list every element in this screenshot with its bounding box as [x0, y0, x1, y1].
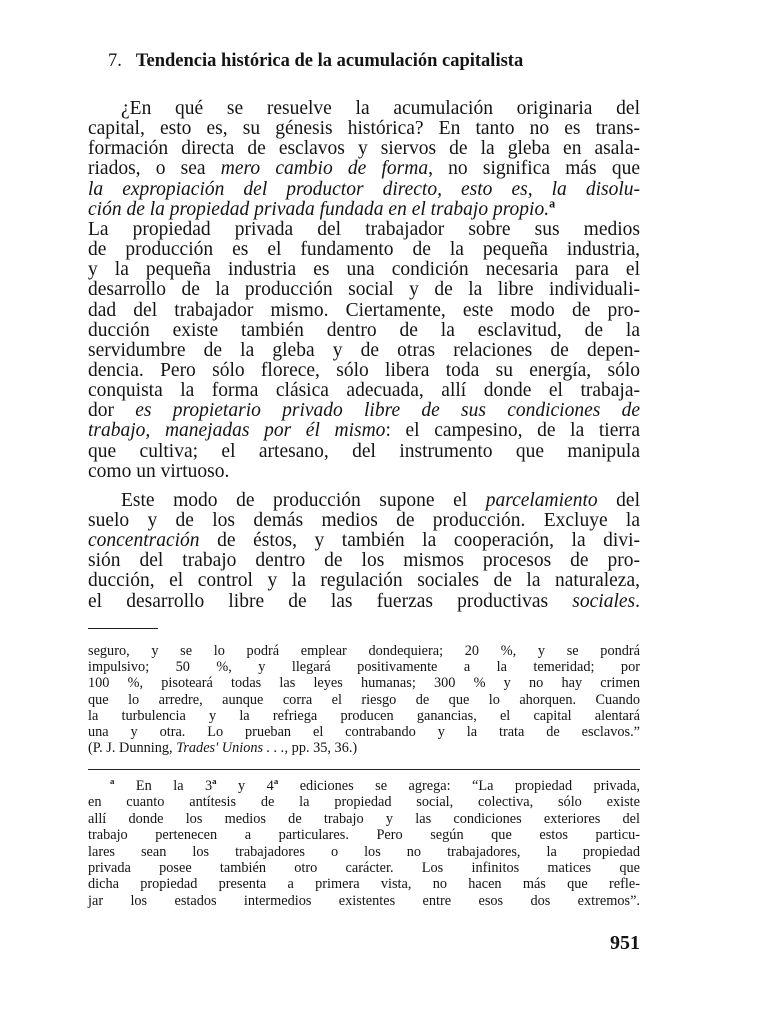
text-segment: seguro, y se lo podrá emplear dondequiera; 20 %, y se pondrá	[88, 643, 640, 659]
fn-line-2	[88, 675, 640, 691]
italic-text: parcelamiento	[485, 489, 598, 511]
text-segment: La propiedad privada del trabajador sobre sus medios	[88, 218, 640, 240]
text-segment: y 4	[216, 778, 274, 794]
fn-line-1	[88, 659, 640, 675]
body-line-14	[88, 381, 640, 401]
fn-line-6	[88, 876, 640, 892]
text-segment: una y otra. Lo prueban el contrabando y la trata de esclavos.”	[88, 724, 640, 740]
body-line-23	[88, 571, 640, 591]
body-line-2	[88, 139, 640, 159]
footnote-marker: a	[273, 776, 279, 787]
fn-line-3	[88, 827, 640, 843]
text-segment: ducción, el control y la regulación sociales de la naturaleza,	[88, 570, 640, 592]
body-line-8	[88, 260, 640, 280]
footnote-divider	[88, 769, 640, 770]
text-segment: (P. J. Dunning,	[88, 740, 177, 757]
fn-line-2	[88, 811, 640, 827]
text-segment: dicha propiedad presenta a primera vista, no hacen más que refle-	[88, 876, 640, 893]
page-number: 951	[610, 932, 640, 954]
fn-line-5	[88, 724, 640, 740]
text-segment: desarrollo de la producción social y de la libre individuali-	[88, 279, 640, 301]
fn-line-5	[88, 860, 640, 876]
text-segment: el desarrollo libre de las fuerzas productivas	[88, 590, 573, 612]
text-segment: dor	[88, 400, 136, 422]
footnote-marker: a	[549, 196, 556, 211]
section-number: 7.	[108, 51, 122, 71]
body-line-9	[88, 280, 640, 300]
fn-line-0	[88, 643, 640, 659]
text-segment: 100 %, pisoteará todas las leyes humanas; 300 % y no hay crimen	[88, 675, 640, 692]
footnote-separator	[88, 628, 158, 629]
text-segment: del	[597, 489, 640, 511]
text-segment: de producción es el fundamento de la pequeña industria,	[88, 239, 640, 261]
text-segment: En la 3	[114, 778, 213, 794]
text-segment: de éstos, y también la cooperación, la divi-	[199, 530, 640, 552]
italic-text: la expropiación del productor directo, esto es, la disolu-	[88, 178, 640, 200]
body-line-21	[88, 531, 640, 551]
fn-line-6	[88, 740, 640, 756]
section-title: Tendencia histórica de la acumulación capitalista	[135, 51, 524, 71]
body-line-7	[88, 240, 640, 260]
text-segment: sión del trabajo dentro de los mismos procesos de pro-	[88, 550, 640, 572]
body-line-16	[88, 421, 640, 441]
fn-line-7	[88, 893, 640, 909]
body-line-1	[88, 119, 640, 139]
body-line-11	[88, 321, 640, 341]
text-segment: formación directa de esclavos y siervos de la gleba en asala-	[88, 138, 640, 160]
text-segment: impulsivo; 50 %, y llegará positivamente a la temeridad; por	[88, 659, 640, 676]
fn-line-3	[88, 692, 640, 708]
text-segment: riados, o sea	[88, 158, 221, 180]
text-segment: la turbulencia y la refriega producen ganancias, el capital alentará	[88, 707, 640, 724]
text-segment: , no significa más que	[428, 158, 640, 180]
italic-text: concentración	[88, 530, 200, 552]
body-line-22	[88, 551, 640, 571]
text-segment: capital, esto es, su génesis histórica? En tanto no es trans-	[88, 118, 640, 140]
text-segment: trabajo pertenecen a particulares. Pero según que estos particu-	[88, 827, 640, 844]
body-line-0	[121, 99, 640, 119]
text-segment: ediciones se agrega: “La propiedad privada,	[278, 778, 640, 794]
text-segment: allí donde los medios de trabajo y las condiciones exteriores del	[88, 810, 640, 827]
footnote-marker: a	[110, 776, 115, 787]
body-line-13	[88, 361, 640, 381]
italic-text: Trades' Unions . . .	[176, 740, 285, 757]
italic-text: mero cambio de forma	[220, 158, 429, 180]
text-segment: conquista la forma clásica adecuada, allí donde el trabaja-	[88, 380, 640, 402]
body-line-20	[88, 511, 640, 531]
text-segment: en cuanto antítesis de la propiedad social, colectiva, sólo existe	[88, 794, 640, 811]
text-segment: que lo arredre, aunque corra el riesgo de que lo ahorquen. Cuando	[88, 691, 640, 708]
fn-line-1	[88, 794, 640, 810]
text-segment: : el campesino, de la tierra	[385, 420, 640, 442]
text-segment: dencia. Pero sólo florece, sólo libera toda su energía, sólo	[88, 359, 640, 381]
text-segment: jar los estados intermedios existentes entre esos dos extremos”.	[88, 892, 640, 909]
fn-line-4	[88, 844, 640, 860]
body-line-5	[88, 196, 640, 220]
text-segment: como un virtuoso.	[88, 460, 230, 482]
body-line-10	[88, 301, 640, 321]
text-segment: servidumbre de la gleba y de otras relaciones de depen-	[88, 339, 640, 361]
text-segment: privada posee también otro carácter. Los infinitos matices que	[88, 860, 640, 876]
italic-text: trabajo, manejadas por él mismo	[88, 420, 386, 442]
text-segment: ¿En qué se resuelve la acumulación originaria del	[121, 98, 640, 119]
section-heading	[108, 49, 648, 73]
body-line-18	[88, 462, 640, 482]
body-line-19	[121, 491, 640, 511]
text-segment: .	[635, 590, 640, 612]
body-line-12	[88, 341, 640, 361]
body-line-24	[88, 592, 640, 612]
footnote-marker: a	[212, 776, 217, 787]
body-line-4	[88, 180, 640, 200]
text-segment: y la pequeña industria es una condición necesaria para el	[88, 259, 640, 281]
body-line-17	[88, 442, 640, 462]
text-segment: , pp. 35, 36.)	[284, 740, 358, 757]
italic-text: ción de la propiedad privada fundada en el trabajo propio.	[88, 198, 550, 220]
text-segment: suelo y de los demás medios de producción. Excluye la	[88, 510, 640, 531]
text-segment: lares sean los trabajadores o los no trabajadores, la propiedad	[88, 843, 640, 860]
italic-text: es propietario privado libre de sus condiciones de	[135, 400, 640, 422]
text-segment: que cultiva; el artesano, del instrumento que manipula	[88, 440, 640, 462]
body-line-6	[88, 220, 640, 240]
text-segment: Este modo de producción supone el	[121, 489, 486, 511]
body-line-15	[88, 401, 640, 421]
text-segment: dad del trabajador mismo. Ciertamente, este modo de pro-	[88, 299, 640, 321]
italic-text: sociales	[572, 590, 636, 612]
fn-line-0	[110, 778, 640, 794]
fn-line-4	[88, 708, 640, 724]
body-line-3	[88, 159, 640, 179]
text-segment: ducción existe también dentro de la esclavitud, de la	[88, 319, 640, 341]
